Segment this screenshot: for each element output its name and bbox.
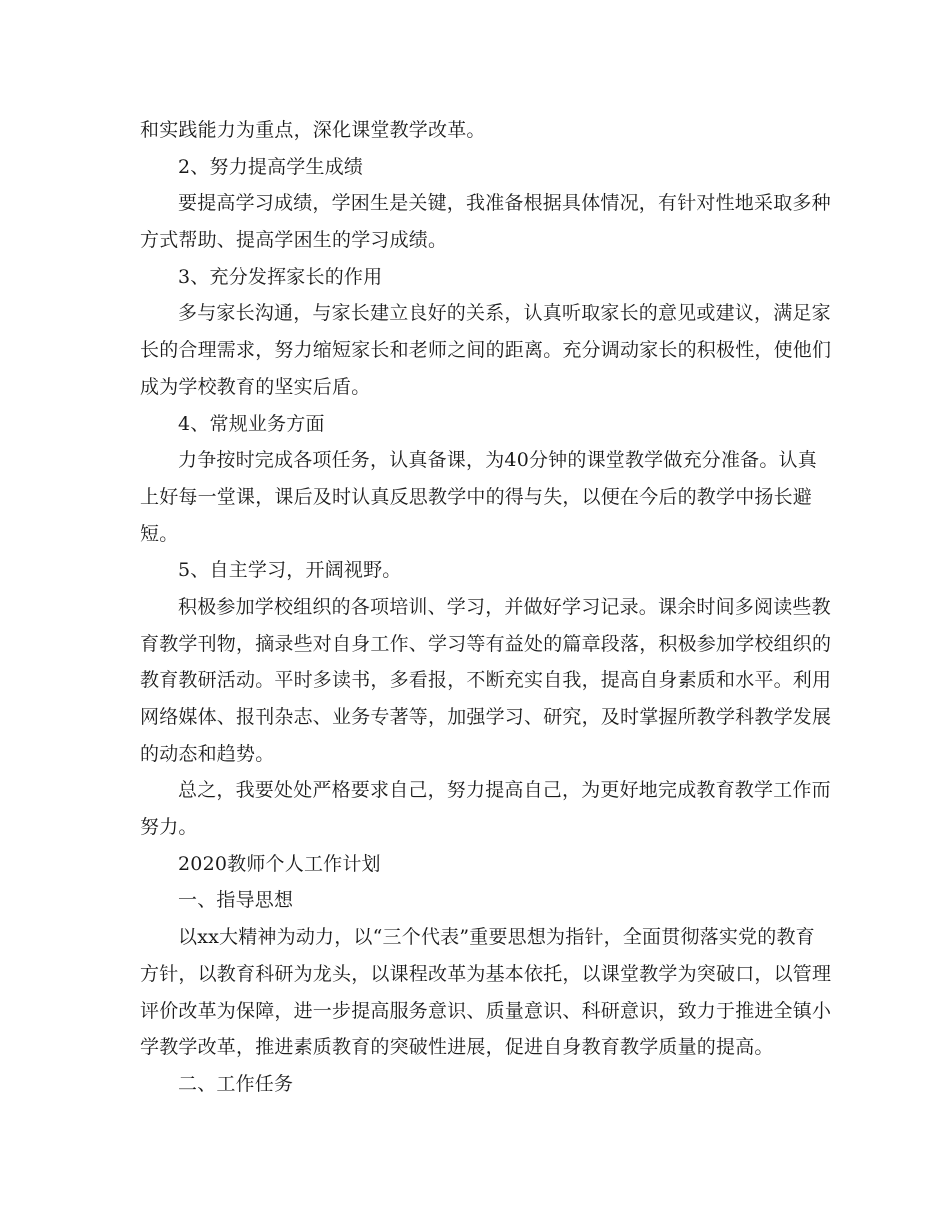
section-heading: 二、工作任务 [178,1072,294,1095]
text-line: 育教学刊物，摘录些对自身工作、学习等有益处的篇章段落，积极参加学校组织的 [140,632,832,655]
text-line: 方式帮助、提高学困生的学习成绩。 [140,229,448,252]
text-line: 多与家长沟通，与家长建立良好的关系，认真听取家长的意见或建议，满足家 [178,302,831,325]
text-line: 以xx大精神为动力，以“三个代表”重要思想为指针，全面贯彻落实党的教育 [178,926,815,949]
section-heading: 4、常规业务方面 [178,412,325,435]
section-heading: 3、充分发挥家长的作用 [178,265,383,288]
text-line: 教育教研活动。平时多读书，多看报，不断充实自我，提高自身素质和水平。利用 [140,669,832,692]
text-line: 网络媒体、报刊杂志、业务专著等，加强学习、研究，及时掌握所教学科教学发展 [140,706,832,728]
text-line: 总之，我要处处严格要求自己，努力提高自己，为更好地完成教育教学工作而 [178,779,831,802]
text-line: 努力。 [140,816,198,839]
text-line: 学教学改革，推进素质教育的突破性进展，促进自身教育教学质量的提高。 [140,1036,774,1059]
text-line: 的动态和趋势。 [140,742,275,765]
text-line: 要提高学习成绩，学困生是关键，我准备根据具体情况，有针对性地采取多种 [178,192,831,215]
text-line: 积极参加学校组织的各项培训、学习，并做好学习记录。课余时间多阅读些教 [178,595,831,618]
text-line: 评价改革为保障，进一步提高服务意识、质量意识、科研意识，致力于推进全镇小 [140,999,832,1022]
text-line: 长的合理需求，努力缩短家长和老师之间的距离。充分调动家长的积极性，使他们 [140,339,832,362]
text-line: 短。 [140,522,179,545]
section-heading: 2、努力提高学生成绩 [178,155,364,178]
text-line: 和实践能力为重点，深化课堂教学改革。 [140,119,486,141]
text-line: 成为学校教育的坚实后盾。 [140,375,371,398]
text-line: 方针，以教育科研为龙头，以课程改革为基本依托，以课堂教学为突破口，以管理 [140,962,832,985]
text-line: 上好每一堂课，课后及时认真反思教学中的得与失，以便在今后的教学中扬长避 [140,485,813,508]
section-heading: 一、指导思想 [178,889,294,912]
section-heading: 5、自主学习，开阔视野。 [178,559,402,582]
text-line: 力争按时完成各项任务，认真备课，为40分钟的课堂教学做充分准备。认真 [178,449,817,472]
document-title: 2020教师个人工作计划 [178,852,381,875]
document-body [140,112,832,1103]
